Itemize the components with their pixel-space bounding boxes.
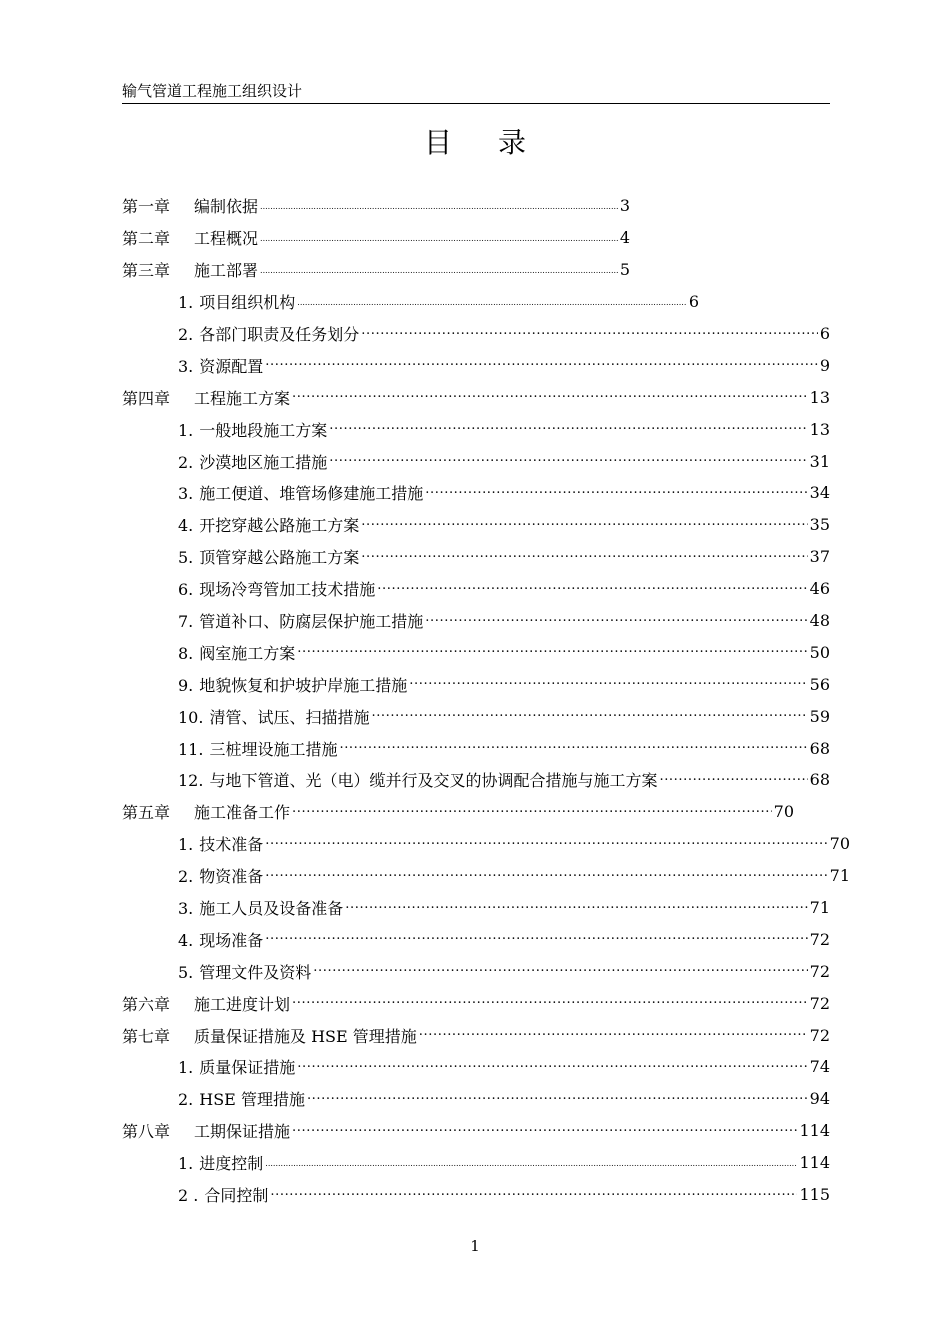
toc-entry-number: 第一章	[122, 197, 171, 217]
toc-entry[interactable]	[122, 668, 830, 700]
toc-entry-text: 项目组织机构	[199, 293, 296, 313]
toc-leader-dots	[425, 619, 807, 629]
toc-entry-label	[122, 226, 258, 249]
toc-entry-page: 13	[809, 419, 830, 439]
toc-entry-page: 34	[809, 483, 830, 503]
toc-leader-dots	[297, 300, 687, 310]
toc-entry-number: 4.	[178, 930, 194, 950]
page-number: 1	[470, 1237, 480, 1255]
toc-entry[interactable]	[122, 987, 830, 1019]
toc-leader-dots	[313, 969, 807, 979]
toc-entry-number: 9.	[178, 675, 194, 695]
toc-entry[interactable]	[122, 955, 830, 987]
toc-entry-number: 1.	[178, 293, 194, 313]
toc-entry-label	[122, 386, 290, 409]
toc-entry-text: 质量保证措施及 HSE 管理措施	[194, 1026, 417, 1046]
toc-entry-page: 37	[809, 547, 830, 567]
toc-entry-text: 阀室施工方案	[199, 643, 296, 663]
toc-entry-number: 3.	[178, 356, 194, 376]
toc-entry-text: 管理文件及资料	[199, 962, 312, 982]
toc-entry-label	[178, 832, 263, 855]
toc-leader-dots	[329, 459, 807, 469]
toc-entry-text: 顶管穿越公路施工方案	[199, 548, 360, 568]
toc-leader-dots	[345, 906, 807, 916]
toc-entry-number: 第三章	[122, 261, 171, 281]
toc-entry[interactable]	[122, 1179, 830, 1211]
toc-entry-label	[178, 737, 337, 760]
toc-entry-label	[178, 545, 359, 568]
running-header: 输气管道工程施工组织设计	[122, 82, 303, 100]
toc-entry-page: 9	[819, 355, 830, 375]
toc-entry-number: 1.	[178, 1154, 194, 1174]
toc-entry-page: 46	[809, 579, 830, 599]
toc-entry[interactable]	[122, 892, 830, 924]
toc-entry-page: 94	[809, 1089, 830, 1109]
toc-entry-text: 工程施工方案	[194, 388, 291, 408]
toc-leader-dots	[339, 746, 807, 756]
toc-entry-text: 工程概况	[194, 229, 259, 249]
toc-entry-number: 2 .	[178, 1186, 199, 1206]
toc-entry[interactable]	[122, 860, 850, 892]
toc-entry-page: 48	[809, 611, 830, 631]
toc-entry-number: 5.	[178, 548, 194, 568]
toc-entry-number: 11.	[178, 739, 204, 759]
toc-entry-label	[178, 1183, 268, 1206]
toc-entry[interactable]	[122, 1115, 830, 1147]
toc-entry[interactable]	[122, 1051, 830, 1083]
toc-entry-label	[178, 1055, 295, 1078]
toc-entry[interactable]	[122, 318, 830, 350]
toc-entry[interactable]	[122, 1147, 830, 1179]
toc-entry-page: 4	[619, 228, 630, 248]
toc-entry[interactable]	[122, 190, 630, 222]
toc-leader-dots	[371, 714, 807, 724]
toc-entry[interactable]	[122, 445, 830, 477]
toc-entry-text: 施工人员及设备准备	[199, 899, 344, 919]
toc-entry[interactable]	[122, 732, 830, 764]
toc-entry-text: 三桩埋设施工措施	[209, 739, 338, 759]
toc-entry-number: 3.	[178, 899, 194, 919]
toc-entry-text: 与地下管道、光（电）缆并行及交叉的协调配合措施与施工方案	[209, 771, 658, 791]
toc-entry-text: 施工进度计划	[194, 994, 291, 1014]
toc-entry-page: 50	[809, 642, 830, 662]
toc-leader-dots	[659, 778, 807, 788]
toc-entry-label	[178, 896, 343, 919]
toc-entry-page: 6	[819, 324, 830, 343]
toc-leader-dots	[297, 1065, 807, 1075]
toc-entry-label	[178, 322, 359, 345]
toc-entry-page: 31	[809, 451, 830, 471]
toc-entry-text: 进度控制	[199, 1154, 264, 1174]
toc-entry-text: 管道补口、防腐层保护施工措施	[199, 612, 424, 632]
toc-entry-text: 开挖穿越公路施工方案	[199, 516, 360, 536]
toc-entry-label	[178, 641, 295, 664]
toc-entry-page: 70	[773, 802, 794, 822]
toc-entry-number: 2.	[178, 452, 194, 472]
toc-entry-number: 10.	[178, 707, 204, 727]
toc-entry-page: 35	[809, 515, 830, 535]
toc-entry[interactable]	[122, 764, 830, 796]
toc-entry-text: 一般地段施工方案	[199, 420, 328, 440]
toc-entry-label	[122, 800, 290, 823]
toc-entry-page: 5	[619, 260, 630, 280]
toc-leader-dots	[425, 491, 807, 501]
toc-entry-label	[178, 609, 423, 632]
toc-entry-text: 沙漠地区施工措施	[199, 452, 328, 472]
toc-entry-page: 114	[799, 1153, 830, 1173]
toc-entry-number: 第五章	[122, 803, 171, 823]
toc-entry-text: 施工部署	[194, 261, 259, 281]
toc-leader-dots	[292, 395, 808, 405]
toc-entry-number: 第七章	[122, 1026, 171, 1046]
toc-entry-text: 技术准备	[199, 835, 264, 855]
toc-entry-number: 第二章	[122, 229, 171, 249]
toc-entry-number: 7.	[178, 612, 194, 632]
toc-entry[interactable]	[122, 1019, 830, 1051]
toc-entry-page: 72	[809, 1025, 830, 1045]
toc-entry[interactable]	[122, 1083, 830, 1115]
toc-entry-text: 施工便道、堆管场修建施工措施	[199, 484, 424, 504]
toc-entry-label	[178, 960, 311, 983]
toc-leader-dots	[419, 1033, 808, 1043]
toc-entry-text: 施工准备工作	[194, 803, 291, 823]
toc-entry-label	[122, 194, 258, 217]
toc-entry[interactable]	[122, 413, 830, 445]
toc-entry[interactable]	[122, 605, 830, 637]
toc-leader-dots	[361, 332, 818, 342]
toc-entry[interactable]	[122, 796, 794, 828]
toc-entry-page: 115	[799, 1185, 830, 1205]
toc-entry-text: 各部门职责及任务划分	[199, 325, 360, 344]
toc-entry-text: 现场准备	[199, 930, 264, 950]
toc-entry-page: 72	[809, 993, 830, 1013]
toc-entry-page: 71	[829, 866, 850, 886]
toc-entry-page: 6	[688, 292, 699, 312]
toc-entry-label	[178, 673, 407, 696]
toc-entry-page: 59	[809, 706, 830, 726]
toc-entry-page: 114	[799, 1121, 830, 1141]
toc-leader-dots	[265, 937, 807, 947]
toc-leader-dots	[377, 587, 807, 597]
toc-entry-number: 3.	[178, 484, 194, 504]
toc-entry[interactable]	[122, 541, 830, 573]
toc-entry-label	[178, 864, 263, 887]
toc-entry-page: 68	[809, 738, 830, 758]
toc-entry-page: 74	[809, 1057, 830, 1077]
toc-leader-dots	[307, 1097, 808, 1107]
toc-leader-dots	[409, 682, 807, 692]
toc-entry-number: 第六章	[122, 994, 171, 1014]
toc-leader-dots	[270, 1193, 797, 1203]
toc-entry[interactable]	[122, 477, 830, 509]
toc-entry[interactable]	[122, 700, 830, 732]
toc-entry-number: 2.	[178, 1090, 194, 1110]
toc-entry-label	[178, 768, 657, 791]
toc-entry-label	[122, 258, 258, 281]
toc-leader-dots	[260, 268, 618, 278]
toc-entry[interactable]	[122, 573, 830, 605]
toc-entry-text: 编制依据	[194, 197, 259, 217]
toc-leader-dots	[260, 236, 618, 246]
toc-entry-text: 质量保证措施	[199, 1058, 296, 1078]
toc-entry-number: 1.	[178, 1058, 194, 1078]
toc-entry-label	[178, 1151, 263, 1174]
toc-entry-number: 第八章	[122, 1122, 171, 1142]
toc-entry-number: 1.	[178, 420, 194, 440]
toc-entry-text: 地貌恢复和护坡护岸施工措施	[199, 675, 408, 695]
toc-leader-dots	[265, 842, 827, 852]
toc-entry-page: 72	[809, 961, 830, 981]
toc-entry-number: 1.	[178, 835, 194, 855]
toc-entry-label	[122, 1024, 417, 1047]
toc-entry[interactable]	[122, 636, 830, 668]
toc-entry-label	[178, 928, 263, 951]
toc-entry[interactable]	[122, 286, 699, 318]
toc-entry-text: 现场冷弯管加工技术措施	[199, 580, 376, 600]
toc-entry-label	[178, 481, 423, 504]
toc-entry-number: 8.	[178, 643, 194, 663]
toc-entry-page: 13	[809, 387, 830, 407]
toc-entry-label	[178, 705, 369, 728]
toc-entry-label	[178, 513, 359, 536]
toc-entry-text: 合同控制	[204, 1186, 269, 1206]
toc-entry-label	[178, 450, 327, 473]
toc-entry-number: 2.	[178, 867, 194, 887]
toc-leader-dots	[361, 555, 807, 565]
toc-entry[interactable]	[122, 923, 830, 955]
toc-leader-dots	[265, 874, 827, 884]
toc-leader-dots	[292, 810, 772, 820]
toc-entry-text: HSE 管理措施	[199, 1090, 305, 1110]
toc-entry-text: 物资准备	[199, 867, 264, 887]
toc-entry-label	[178, 1087, 305, 1110]
toc-entry-label	[178, 418, 327, 441]
toc-entry-number: 12.	[178, 771, 204, 791]
toc-entry[interactable]	[122, 828, 850, 860]
toc-leader-dots	[265, 1161, 797, 1171]
toc-entry[interactable]	[122, 509, 830, 541]
toc-leader-dots	[297, 650, 807, 660]
toc-entry-page: 71	[809, 898, 830, 918]
toc-entry-text: 清管、试压、扫描措施	[209, 707, 370, 727]
toc-leader-dots	[292, 1001, 808, 1011]
toc-entry-number: 第四章	[122, 388, 171, 408]
toc-leader-dots	[265, 363, 818, 373]
table-of-contents	[122, 190, 850, 1211]
header-rule	[122, 103, 830, 104]
toc-entry[interactable]	[122, 381, 830, 413]
toc-entry[interactable]	[122, 254, 630, 286]
toc-entry-text: 资源配置	[199, 356, 264, 376]
toc-leader-dots	[361, 523, 807, 533]
toc-leader-dots	[292, 1129, 797, 1139]
toc-entry-page: 72	[809, 929, 830, 949]
toc-leader-dots	[329, 427, 807, 437]
toc-entry-number: 4.	[178, 516, 194, 536]
toc-entry-label	[178, 290, 295, 313]
toc-entry[interactable]	[122, 349, 830, 381]
toc-entry-number: 6.	[178, 580, 194, 600]
toc-entry-label	[178, 354, 263, 377]
toc-entry-label	[178, 577, 375, 600]
toc-entry-page: 70	[829, 834, 850, 854]
toc-entry-page: 56	[809, 674, 830, 694]
toc-entry-number: 2.	[178, 325, 194, 344]
toc-entry-label	[122, 992, 290, 1015]
toc-leader-dots	[260, 204, 618, 214]
toc-entry-text: 工期保证措施	[194, 1122, 291, 1142]
toc-entry-number: 5.	[178, 962, 194, 982]
toc-entry-label	[122, 1119, 290, 1142]
toc-entry[interactable]	[122, 222, 630, 254]
page-title: 目录	[423, 126, 572, 159]
toc-entry-page: 3	[619, 196, 630, 216]
toc-entry-page: 68	[809, 770, 830, 790]
